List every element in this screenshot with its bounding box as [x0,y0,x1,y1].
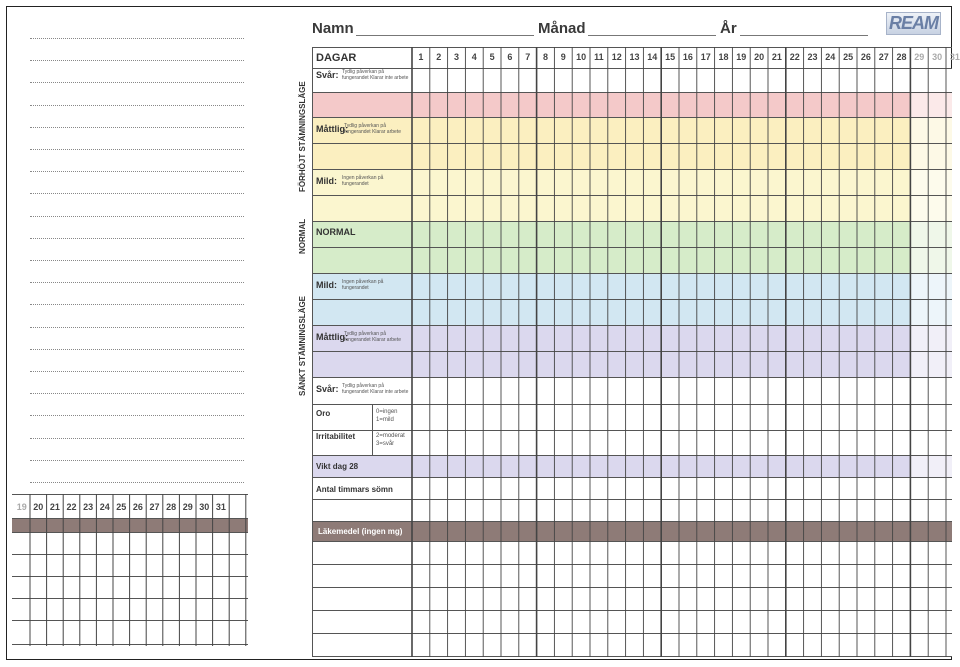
day-header: 18 [718,52,729,62]
sleep-label: Antal timmars sömn [316,485,393,494]
day-header: 6 [507,52,513,62]
anxiety-label: Oro [316,409,331,418]
note-line[interactable] [30,216,244,217]
moderate-high-row [312,143,952,169]
side-label-lowered: SÄNKT STÄMNINGSLÄGE [298,296,307,396]
day-header: 2 [436,52,442,62]
day-header: 16 [682,52,693,62]
weight-row [312,455,952,477]
note-line[interactable] [30,82,244,83]
level-severe-low: Svår: [316,384,339,394]
left-day-header: 19 [16,502,27,512]
left-day-header: 21 [49,502,60,512]
year-field[interactable] [740,35,868,36]
level-moderate-high: Måttlig: [316,124,348,134]
side-label-elevated: FÖRHÖJT STÄMNINGSLÄGE [298,81,307,192]
day-header: 3 [453,52,459,62]
day-header: 8 [542,52,548,62]
level-mild-high-desc: Ingen påverkan på fungerandet [342,175,384,187]
normal-label-row [312,221,952,247]
note-line[interactable] [30,238,244,239]
mood-chart [312,47,960,657]
level-mild-low: Mild: [316,280,337,290]
note-line[interactable] [30,415,244,416]
moderate-low-row [312,351,952,377]
level-mild-low-desc: Ingen påverkan på fungerandet [342,279,384,291]
note-line[interactable] [30,105,244,106]
year-label: År [720,20,737,37]
left-day-header: 31 [215,502,226,512]
irritability-label: Irritabilitet [316,432,356,441]
day-header: 10 [576,52,587,62]
meds-band [312,521,952,541]
weight-label: Vikt dag 28 [316,462,359,471]
mild-low-label-row [312,273,952,299]
day-header: 9 [560,52,566,62]
level-normal: NORMAL [316,227,356,237]
left-day-header: 30 [199,502,210,512]
left-day-header: 27 [149,502,160,512]
day-header: 12 [611,52,622,62]
meds-label: Läkemedel (ingen mg) [318,527,403,536]
mild-low-row [312,299,952,325]
day-header: 22 [789,52,800,62]
left-day-grid [12,494,248,646]
level-severe-high: Svår: [316,70,339,80]
severe-high-row [312,92,952,117]
day-header: 21 [771,52,782,62]
month-label: Månad [538,20,586,37]
days-label: DAGAR [316,52,357,64]
scale-1: 0=ingen 1=mild [376,409,398,423]
note-line[interactable] [30,327,244,328]
note-line[interactable] [30,460,244,461]
scale-rows [312,404,952,455]
note-line[interactable] [30,171,244,172]
day-header: 15 [665,52,676,62]
meds-rows [312,541,952,657]
day-header: 19 [736,52,747,62]
left-day-header: 24 [99,502,110,512]
day-header: 5 [489,52,495,62]
day-header: 23 [807,52,818,62]
day-header: 28 [896,52,907,62]
day-header: 11 [594,52,604,62]
left-day-header: 20 [33,502,44,512]
day-header: 4 [471,52,477,62]
day-header: 1 [418,52,424,62]
day-header: 26 [860,52,871,62]
day-header: 17 [700,52,711,62]
note-line[interactable] [30,60,244,61]
level-severe-low-desc: Tydlig påverkan på fungerandet Klarar inte arbete [342,383,409,395]
name-field[interactable] [356,35,534,36]
side-label-normal: NORMAL [298,218,307,254]
day-header: 7 [525,52,531,62]
note-line[interactable] [30,260,244,261]
mild-high-label-row [312,169,952,195]
left-day-header: 23 [83,502,94,512]
left-day-header: 25 [116,502,127,512]
left-day-header: 26 [132,502,143,512]
month-field[interactable] [588,35,716,36]
note-line[interactable] [30,149,244,150]
day-header: 31 [949,52,960,62]
day-header: 20 [754,52,765,62]
note-line[interactable] [30,371,244,372]
day-header: 29 [914,52,925,62]
note-line[interactable] [30,127,244,128]
mild-high-row [312,195,952,221]
level-moderate-high-desc: Tydlig påverkan på fungerandet Klarar arbete [344,123,401,135]
level-moderate-low-desc: Tydlig påverkan på fungerandet Klarar arbete [344,331,401,343]
day-header: 25 [843,52,854,62]
day-header: 24 [825,52,836,62]
ream-logo: REAM [886,12,941,35]
note-line[interactable] [30,438,244,439]
note-line[interactable] [30,393,244,394]
normal-row [312,247,952,273]
note-line[interactable] [30,349,244,350]
name-label: Namn [312,20,354,37]
day-header: 14 [647,52,658,62]
left-day-header: 29 [182,502,193,512]
scale-2: 2=moderat 3=svår [376,433,405,447]
day-header: 30 [932,52,943,62]
level-moderate-low: Måttlig: [316,332,348,342]
level-mild-high: Mild: [316,176,337,186]
note-line[interactable] [30,482,244,483]
day-header: 27 [878,52,889,62]
note-line[interactable] [30,282,244,283]
mood-chart-grid [312,47,952,657]
left-day-header: 22 [66,502,77,512]
left-day-header: 28 [166,502,177,512]
note-line[interactable] [30,193,244,194]
note-line[interactable] [30,304,244,305]
level-severe-high-desc: Tydlig påverkan på fungerandet Klarar inte arbete [342,69,409,81]
day-header: 13 [629,52,640,62]
left-grid-lines [12,494,248,646]
note-line[interactable] [30,38,244,39]
